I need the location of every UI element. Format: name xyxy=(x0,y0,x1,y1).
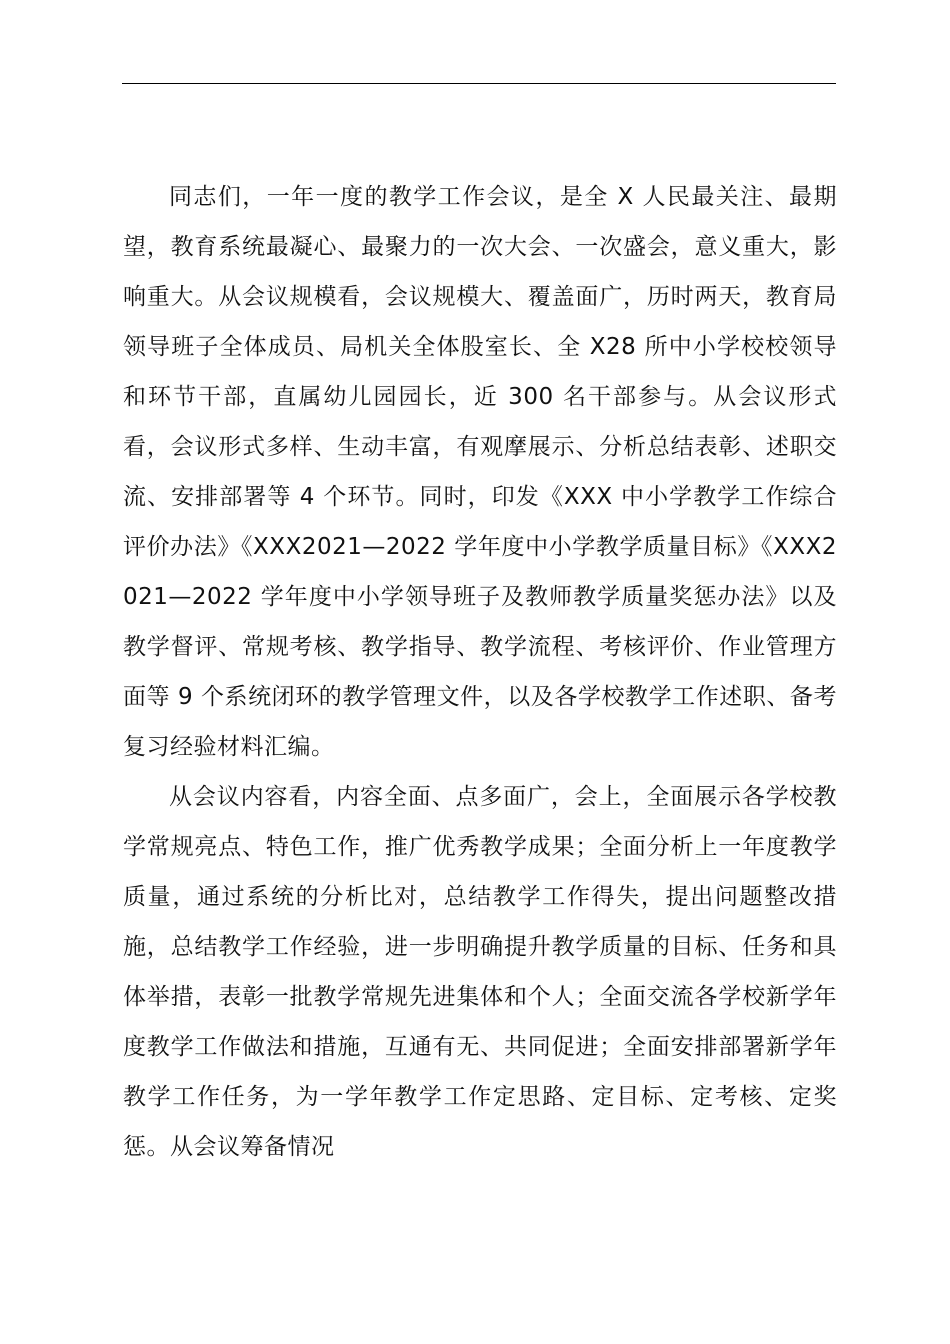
body-text xyxy=(123,172,837,1172)
header-rule xyxy=(122,83,836,84)
paragraph-1: 同志们，一年一度的教学工作会议，是全 X 人民最关注、最期望，教育系统最凝心、最聚力的一次大会、一次盛会，意义重大，影响重大。从会议规模看，会议规模大、覆盖面广，历时两天，教育局领导班子全体成员、局机关全体股室长、全 X28 所中小学校校领导和环节干部，直属幼儿园园长，近 300 名干部参与。从会议形式看，会议形式多样、生动丰富，有观摩展示、分析总结表彰、述职交流、安排部署等 4 个环节。同时，印发《XXX 中小学教学工作综合评价办法》《XXX2021—2022 学年度中小学教学质量目标》《XXX2021—2022 学年度中小学领导班子及教师教学质量奖惩办法》以及教学督评、常规考核、教学指导、教学流程、考核评价、作业管理方面等 9 个系统闭环的教学管理文件，以及各学校教学工作述职、备考复习经验材料汇编。 xyxy=(123,184,837,760)
paragraph-2: 从会议内容看，内容全面、点多面广，会上，全面展示各学校教学常规亮点、特色工作，推广优秀教学成果；全面分析上一年度教学质量，通过系统的分析比对，总结教学工作得失，提出问题整改措施，总结教学工作经验，进一步明确提升教学质量的目标、任务和具体举措，表彰一批教学常规先进集体和个人；全面交流各学校新学年度教学工作做法和措施，互通有无、共同促进；全面安排部署新学年教学工作任务，为一学年教学工作定思路、定目标、定考核、定奖惩。从会议筹备情况 xyxy=(123,784,837,1160)
